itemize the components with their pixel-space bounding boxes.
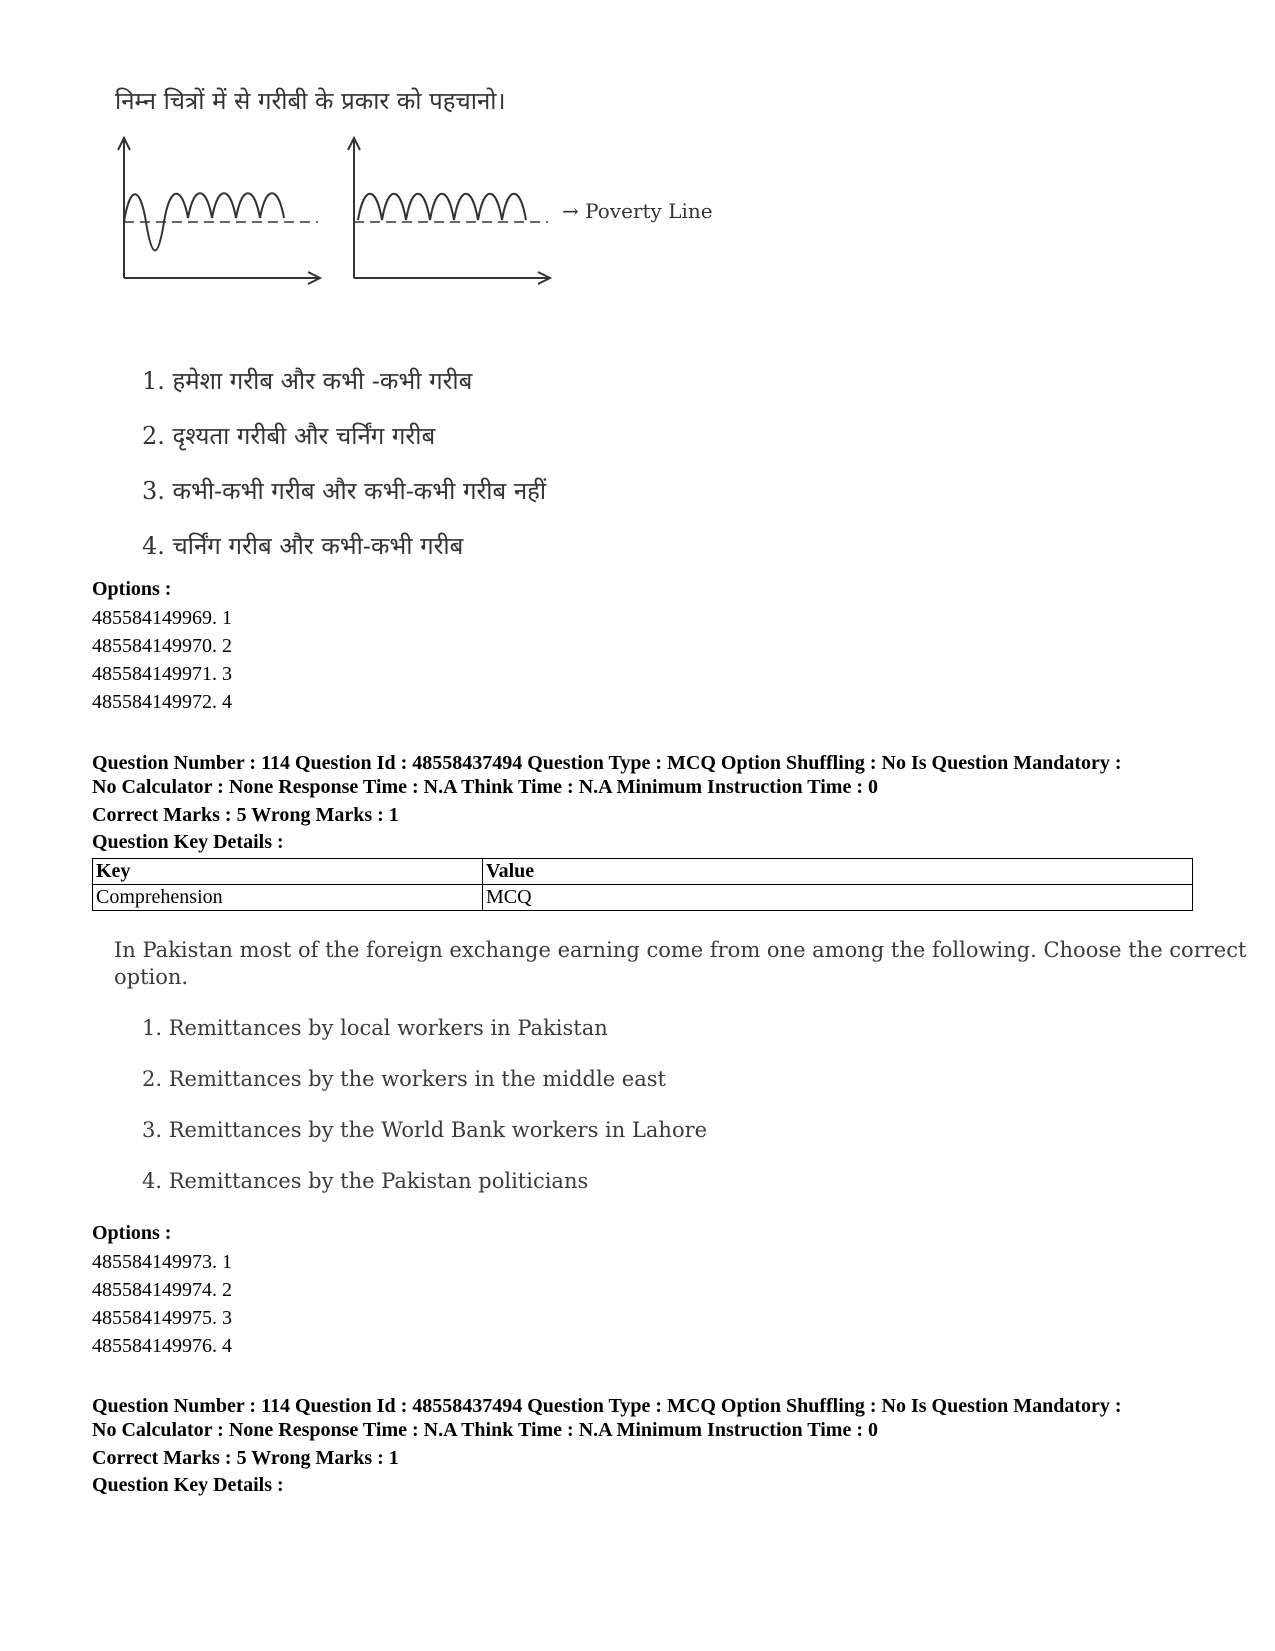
- choice-en-4: 4. Remittances by the Pakistan politicians: [142, 1169, 589, 1193]
- table-row: [93, 885, 1193, 911]
- choice-2: 2. दृश्यता गरीबी और चर्निंग गरीब: [142, 422, 436, 450]
- choice-4: 4. चर्निंग गरीब और कभी-कभी गरीब: [142, 532, 464, 560]
- option-1-3: 485584149971. 3: [92, 663, 232, 685]
- choice-1: 1. हमेशा गरीब और कभी -कभी गरीब: [142, 367, 473, 395]
- option-2-4: 485584149976. 4: [92, 1335, 232, 1357]
- poverty-line-label: → Poverty Line: [562, 199, 713, 223]
- right-wave: [358, 194, 526, 220]
- table-cell-value: MCQ: [483, 885, 1193, 911]
- meta1-key-details: Question Key Details :: [92, 831, 284, 853]
- poverty-figure: [110, 130, 730, 300]
- meta1-line1: Question Number : 114 Question Id : 48558437494 Question Type : MCQ Option Shuffling : No Is Question Mandatory :: [92, 752, 1122, 774]
- table-header-row: [93, 859, 1193, 885]
- option-1-4: 485584149972. 4: [92, 691, 232, 713]
- option-1-2: 485584149970. 2: [92, 635, 232, 657]
- meta1-line2: No Calculator : None Response Time : N.A Think Time : N.A Minimum Instruction Time : 0: [92, 776, 878, 798]
- question-text-line1: In Pakistan most of the foreign exchange earning come from one among the following. Choose the correct: [114, 938, 1247, 962]
- meta2-key-details: Question Key Details :: [92, 1474, 284, 1496]
- options-label-1: Options :: [92, 578, 172, 600]
- meta2-line1: Question Number : 114 Question Id : 48558437494 Question Type : MCQ Option Shuffling : No Is Question Mandatory :: [92, 1395, 1122, 1417]
- table-header-key: Key: [93, 859, 483, 885]
- options-label-2: Options :: [92, 1222, 172, 1244]
- meta2-marks: Correct Marks : 5 Wrong Marks : 1: [92, 1447, 399, 1469]
- option-2-1: 485584149973. 1: [92, 1251, 232, 1273]
- choice-en-2: 2. Remittances by the workers in the middle east: [142, 1067, 666, 1091]
- option-1-1: 485584149969. 1: [92, 607, 232, 629]
- question-text-line2: option.: [114, 965, 189, 989]
- table-cell-key: Comprehension: [93, 885, 483, 911]
- choice-en-3: 3. Remittances by the World Bank workers in Lahore: [142, 1118, 708, 1142]
- option-2-3: 485584149975. 3: [92, 1307, 232, 1329]
- meta1-marks: Correct Marks : 5 Wrong Marks : 1: [92, 804, 399, 826]
- choice-3: 3. कभी-कभी गरीब और कभी-कभी गरीब नहीं: [142, 477, 547, 505]
- option-2-2: 485584149974. 2: [92, 1279, 232, 1301]
- meta2-line2: No Calculator : None Response Time : N.A Think Time : N.A Minimum Instruction Time : 0: [92, 1419, 878, 1441]
- key-details-table: [92, 858, 1193, 911]
- question-text-hindi: निम्न चित्रों में से गरीबी के प्रकार को पहचानो।: [115, 87, 506, 115]
- table-header-value: Value: [483, 859, 1193, 885]
- choice-en-1: 1. Remittances by local workers in Pakistan: [142, 1016, 608, 1040]
